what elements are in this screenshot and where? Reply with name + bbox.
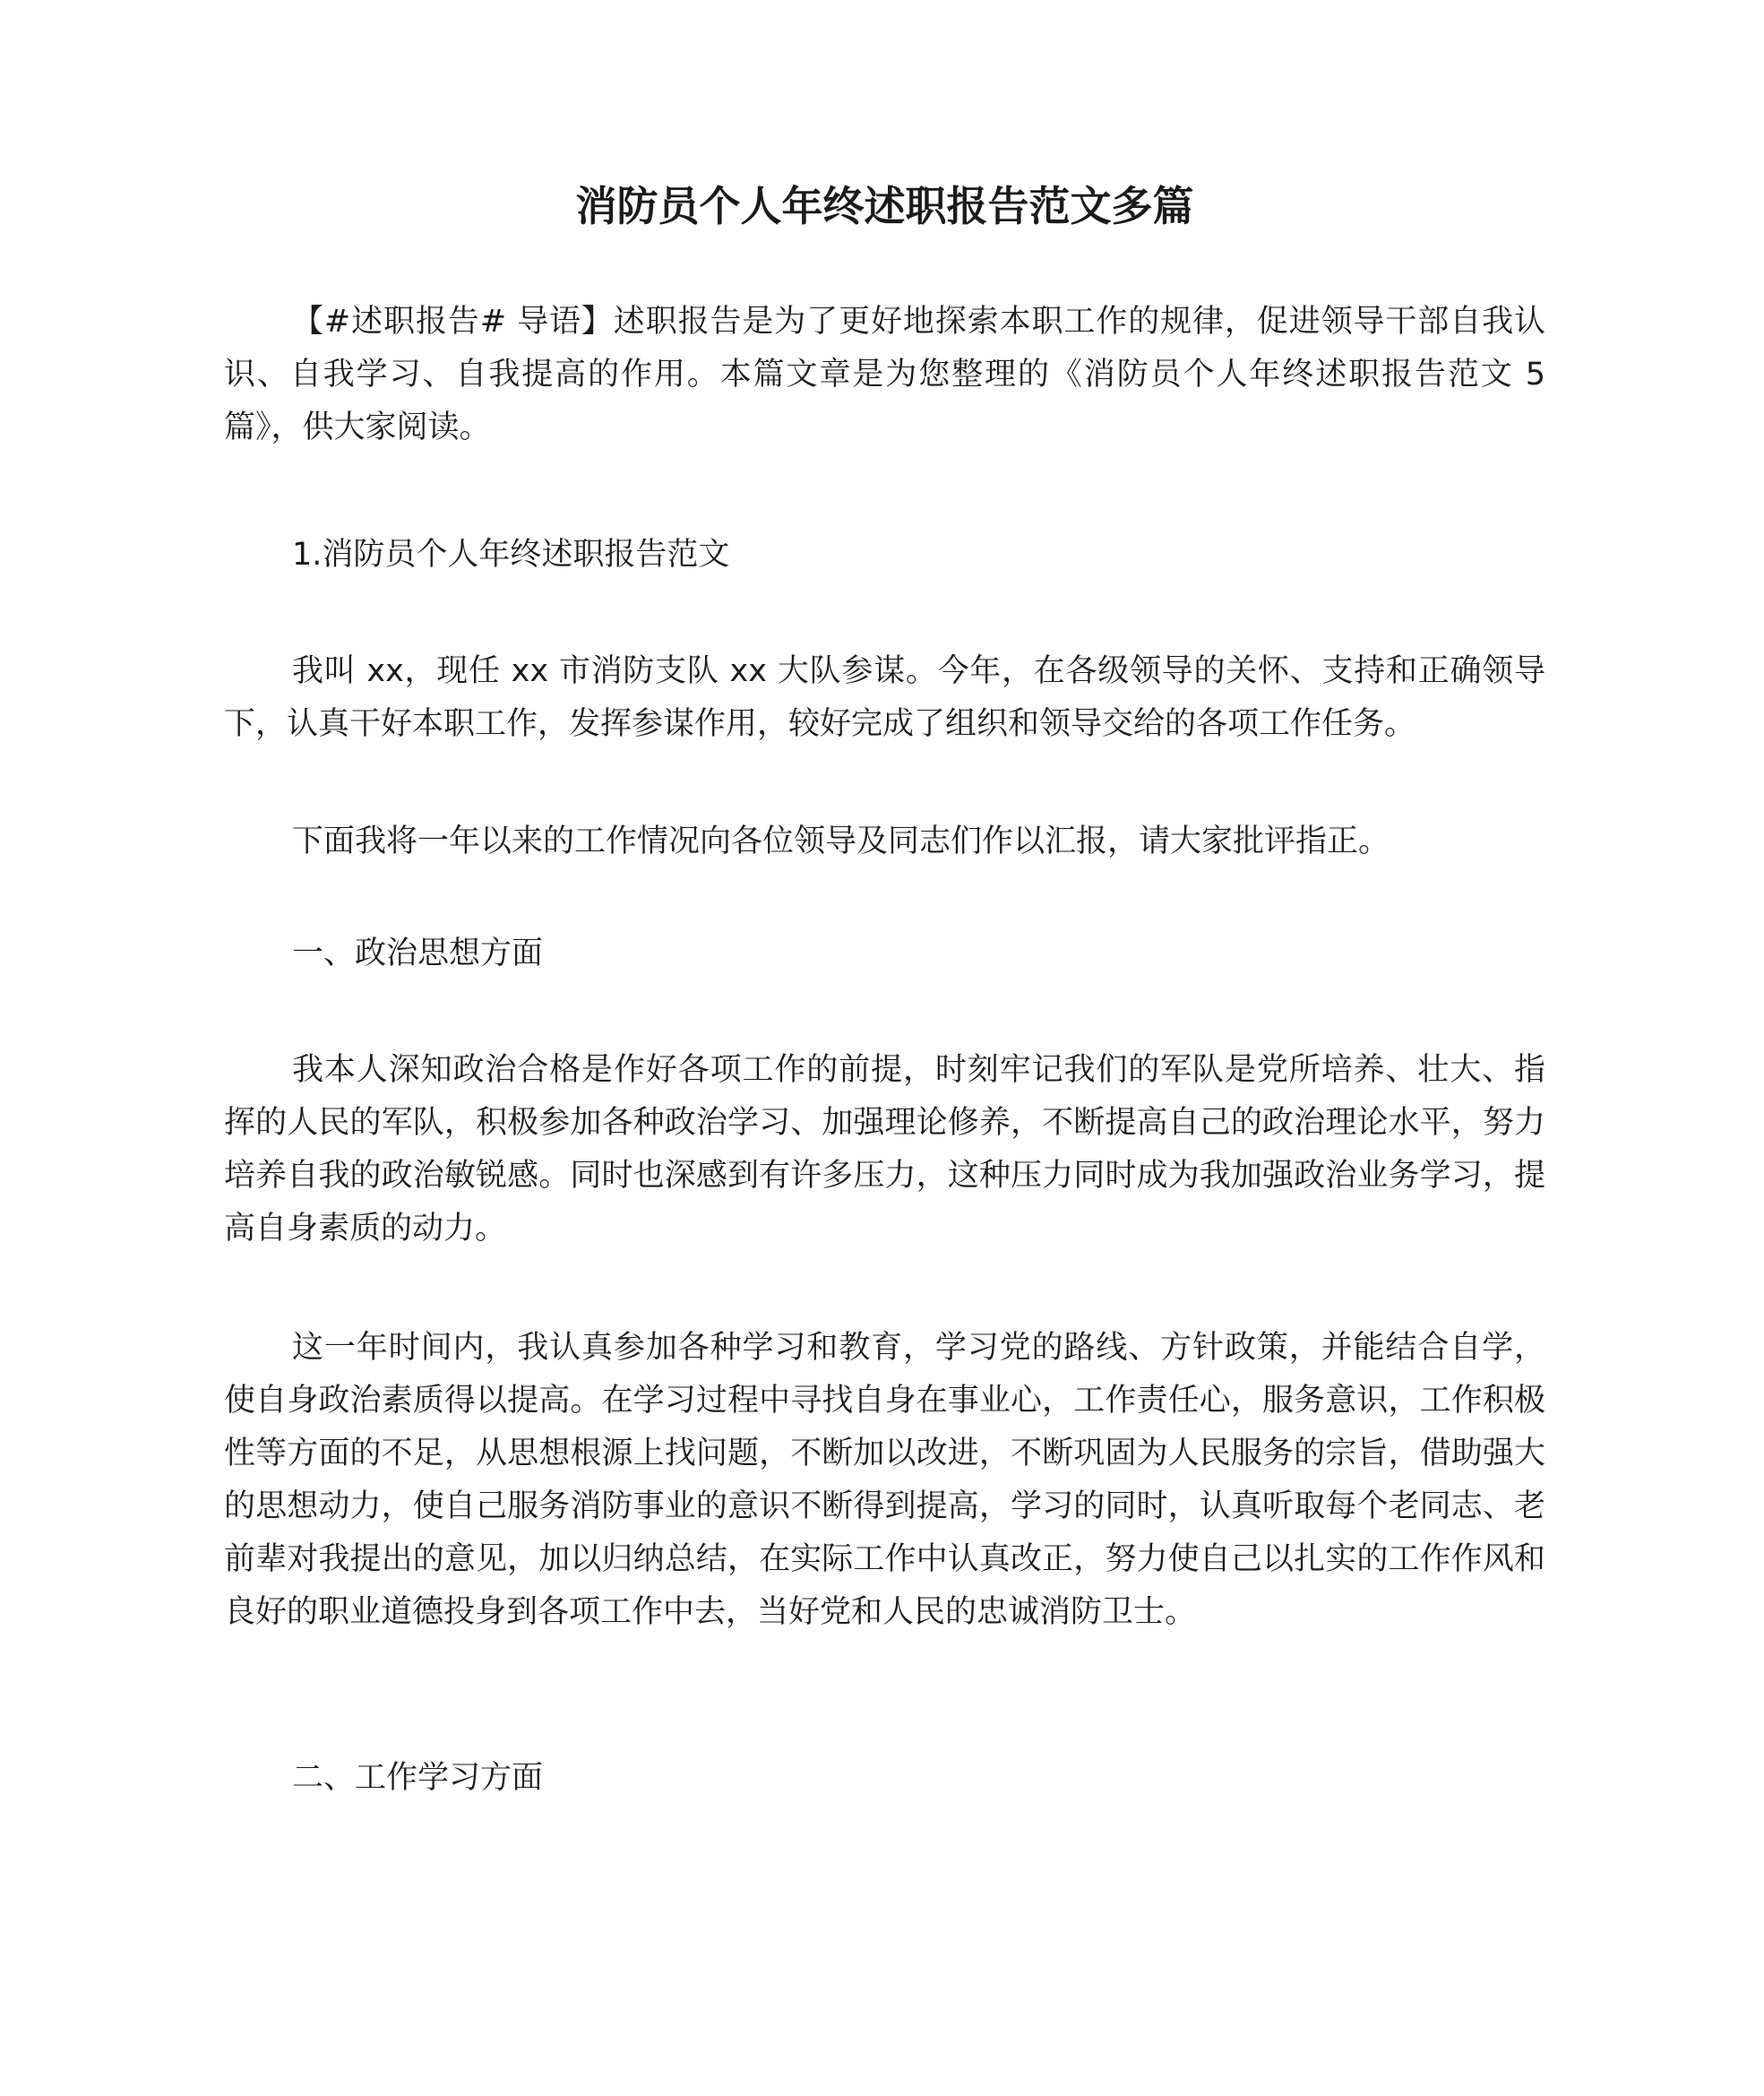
intro-paragraph: 【#述职报告# 导语】述职报告是为了更好地探索本职工作的规律，促进领导干部自我认识、自我学习、自我提高的作用。本篇文章是为您整理的《消防员个人年终述职报告范文 5 篇》，供大家阅读。 [224, 304, 1545, 445]
heading-political: 一、政治思想方面 [292, 936, 544, 971]
document-title: 消防员个人年终述职报告范文多篇 [575, 182, 1194, 230]
paragraph-self-intro: 我叫 xx，现任 xx 市消防支队 xx 大队参谋。今年，在各级领导的关怀、支持和正确领导下，认真干好本职工作，发挥参谋作用，较好完成了组织和领导交给的各项工作任务。 [224, 653, 1545, 742]
paragraph-report-intro: 下面我将一年以来的工作情况向各位领导及同志们作以汇报，请大家批评指正。 [292, 824, 1390, 859]
paragraph-political-1: 我本人深知政治合格是作好各项工作的前提，时刻牢记我们的军队是党所培养、壮大、指挥的人民的军队，积极参加各种政治学习、加强理论修养，不断提高自己的政治理论水平，努力培养自我的政治敏锐感。同时也深感到有许多压力，这种压力同时成为我加强政治业务学习，提高自身素质的动力。 [224, 1052, 1545, 1246]
paragraph-political-2: 这一年时间内，我认真参加各种学习和教育，学习党的路线、方针政策，并能结合自学，使自身政治素质得以提高。在学习过程中寻找自身在事业心，工作责任心，服务意识，工作积极性等方面的不足，从思想根源上找问题，不断加以改进，不断巩固为人民服务的宗旨，借助强大的思想动力，使自己服务消防事业的意识不断得到提高，学习的同时，认真听取每个老同志、老前辈对我提出的意见，加以归纳总结，在实际工作中认真改正，努力使自己以扎实的工作作风和良好的职业道德投身到各项工作中去，当好党和人民的忠诚消防卫士。 [224, 1330, 1545, 1630]
heading-work-study: 二、工作学习方面 [292, 1760, 544, 1796]
section-1-title: 1.消防员个人年终述职报告范文 [292, 537, 730, 573]
